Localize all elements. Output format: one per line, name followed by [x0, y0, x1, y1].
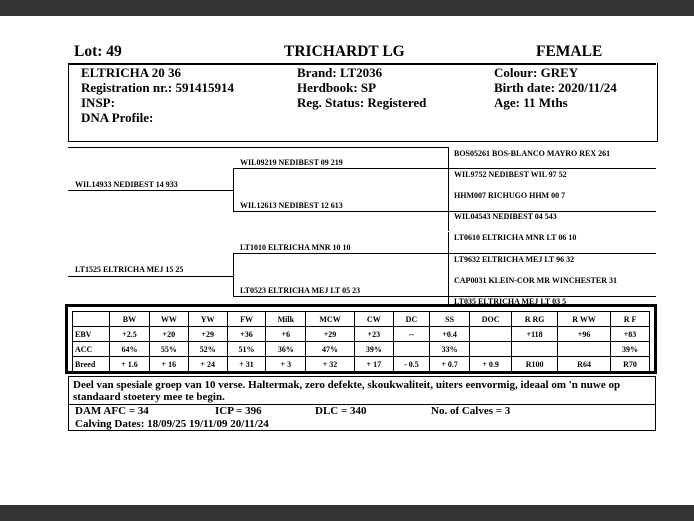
breeder-name: TRICHARDT LG	[284, 43, 405, 60]
breed-cell: + 1.6	[110, 357, 150, 372]
ebv-header-cell: YW	[188, 312, 227, 327]
ebv-cell: +0.4	[430, 327, 470, 342]
pedigree-line	[448, 253, 656, 254]
ebv-cell: +2.5	[110, 327, 150, 342]
ebv-header-cell: Milk	[266, 312, 306, 327]
ebv-cell: +29	[188, 327, 227, 342]
pedigree-gg-6: LT9632 ELTRICHA MEJ LT 96 32	[454, 255, 575, 264]
notes-box	[68, 376, 656, 431]
pedigree-dam-sire: LT1010 ELTRICHA MNR 10 10	[240, 243, 351, 252]
pedigree-line	[233, 253, 234, 296]
breed-row	[73, 357, 650, 372]
breed-cell: + 24	[188, 357, 227, 372]
pedigree-line	[233, 168, 234, 212]
ebv-header-cell: CW	[354, 312, 393, 327]
pedigree-gg-3: HHM007 RICHUGO HHM 00 7	[454, 191, 566, 200]
dlc-value: DLC = 340	[315, 405, 367, 417]
pedigree-dam-dam: LT0523 ELTRICHA MEJ LT 05 23	[240, 286, 361, 295]
acc-cell: 36%	[266, 342, 306, 357]
acc-cell: 47%	[306, 342, 355, 357]
ebv-header-cell: WW	[149, 312, 188, 327]
pedigree-top-rule	[68, 147, 448, 148]
acc-cell: 39%	[354, 342, 393, 357]
breed-cell: R100	[512, 357, 558, 372]
pedigree-line	[233, 211, 448, 212]
ebv-cell: +20	[149, 327, 188, 342]
icp-value: ICP = 396	[215, 405, 262, 417]
acc-cell: 51%	[227, 342, 266, 357]
pedigree-sire-dam: WIL12613 NEDIBEST 12 613	[240, 201, 343, 210]
ebv-header-cell: FW	[227, 312, 266, 327]
pedigree-line	[233, 296, 448, 297]
pedigree-line	[448, 189, 449, 231]
animal-sex: FEMALE	[536, 43, 603, 60]
pedigree-gg-4: WIL04543 NEDIBEST 04 543	[454, 212, 557, 221]
pedigree-gg-7: CAP0031 KLEIN-COR MR WINCHESTER 31	[454, 276, 617, 285]
reg-status-field: Reg. Status: Registered	[297, 95, 427, 110]
ebv-table	[72, 311, 650, 372]
ebv-cell: +23	[354, 327, 393, 342]
ebv-cell: +29	[306, 327, 355, 342]
pedigree-line	[68, 276, 233, 277]
acc-cell: 64%	[110, 342, 150, 357]
birth-date-field: Birth date: 2020/11/24	[494, 80, 617, 95]
acc-row-label: ACC	[73, 342, 110, 357]
pedigree-line	[448, 274, 449, 304]
acc-cell: 33%	[430, 342, 470, 357]
animal-info-box	[68, 63, 658, 142]
ebv-header-cell: SS	[430, 312, 470, 327]
breed-cell: + 0.7	[430, 357, 470, 372]
acc-cell	[558, 342, 611, 357]
breed-cell: R70	[611, 357, 650, 372]
ebv-row	[73, 327, 650, 342]
breed-cell: + 3	[266, 357, 306, 372]
acc-cell	[512, 342, 558, 357]
animal-name: ELTRICHA 20 36	[81, 65, 181, 80]
herdbook-field: Herdbook: SP	[297, 80, 377, 95]
pedigree-gg-1: BOS05261 BOS-BLANCO MAYRO REX 261	[454, 149, 611, 158]
breed-cell: R64	[558, 357, 611, 372]
ebv-row-label: EBV	[73, 327, 110, 342]
breed-cell: - 0.5	[393, 357, 429, 372]
pedigree-line	[233, 168, 448, 169]
pedigree-sire-sire: WIL09219 NEDIBEST 09 219	[240, 158, 343, 167]
breed-cell: + 17	[354, 357, 393, 372]
pedigree-sire: WIL14933 NEDIBEST 14 933	[75, 180, 178, 189]
ebv-header-cell: R RG	[512, 312, 558, 327]
breed-cell: + 31	[227, 357, 266, 372]
acc-cell: 52%	[188, 342, 227, 357]
pedigree-dam: LT1525 ELTRICHA MEJ 15 25	[75, 265, 184, 274]
brand-field: Brand: LT2036	[297, 65, 383, 80]
breed-cell: + 16	[149, 357, 188, 372]
ebv-header-cell: MCW	[306, 312, 355, 327]
pedigree-gg-2: WIL9752 NEDIBEST WIL 97 52	[454, 170, 567, 179]
ebv-cell: --	[393, 327, 429, 342]
registration-number: Registration nr.: 591415914	[81, 80, 234, 95]
ebv-header-cell: DC	[393, 312, 429, 327]
age-field: Age: 11 Mths	[494, 95, 568, 110]
ebv-cell: +6	[266, 327, 306, 342]
acc-row	[73, 342, 650, 357]
pedigree-line	[233, 253, 448, 254]
number-of-calves: No. of Calves = 3	[431, 405, 511, 417]
breed-cell: + 32	[306, 357, 355, 372]
ebv-cell: +96	[558, 327, 611, 342]
acc-cell	[470, 342, 512, 357]
pedigree-line	[448, 168, 656, 169]
ebv-header-cell	[73, 312, 110, 327]
ebv-cell: +36	[227, 327, 266, 342]
acc-cell: 55%	[149, 342, 188, 357]
breeder-comment: Deel van spesiale groep van 10 verse. Haltermak, zero defekte, skoukwaliteit, uiters eenvormig, ideaal om 'n nuwe op standaard stoetery mee te begin.	[73, 379, 621, 403]
acc-cell: 39%	[611, 342, 650, 357]
lot-number: Lot: 49	[74, 43, 122, 60]
ebv-cell	[470, 327, 512, 342]
ebv-cell: +118	[512, 327, 558, 342]
colour-field: Colour: GREY	[494, 65, 579, 80]
ebv-header-cell: BW	[110, 312, 150, 327]
pedigree-gg-5: LT0610 ELTRICHA MNR LT 06 10	[454, 233, 577, 242]
calving-dates: Calving Dates: 18/09/25 19/11/09 20/11/24	[75, 418, 269, 430]
breed-cell: + 0.9	[470, 357, 512, 372]
breed-row-label: Breed	[73, 357, 110, 372]
ebv-table-frame	[65, 304, 657, 374]
dam-afc: DAM AFC = 34	[75, 405, 149, 417]
pedigree-gg-8: LT035 ELTRICHA MEJ LT 03 5	[454, 297, 567, 306]
acc-cell	[393, 342, 429, 357]
ebv-cell: +83	[611, 327, 650, 342]
ebv-header-cell: DOC	[470, 312, 512, 327]
pedigree-line	[68, 190, 233, 191]
insp-field: INSP:	[81, 95, 115, 110]
ebv-header-cell: R WW	[558, 312, 611, 327]
ebv-header-row	[73, 312, 650, 327]
lot-header-bar	[68, 43, 656, 65]
dna-profile-field: DNA Profile:	[81, 110, 154, 125]
ebv-header-cell: R F	[611, 312, 650, 327]
